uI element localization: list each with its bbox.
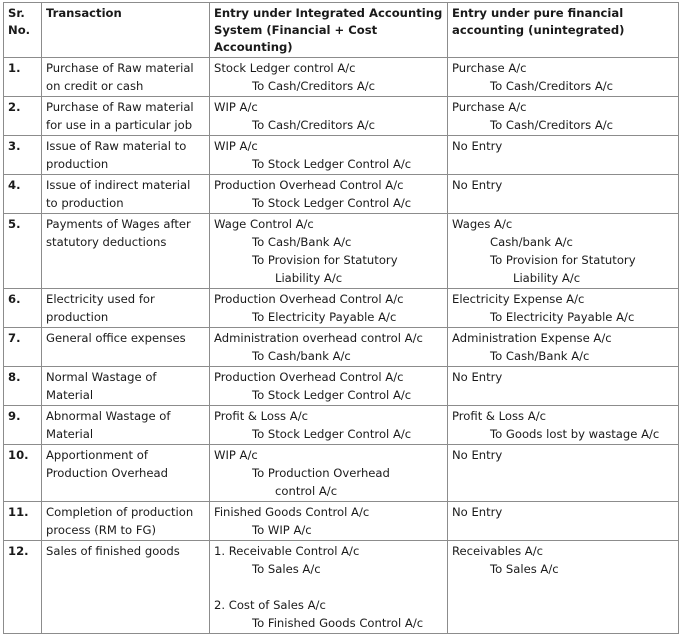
transaction-cell: Abnormal Wastage of Material xyxy=(42,406,210,445)
credit-line: To Stock Ledger Control A/c xyxy=(252,427,412,441)
debit-line: Production Overhead Control A/c xyxy=(214,178,404,192)
sr-no-cell: 11. xyxy=(4,502,42,541)
integrated-entry-cell xyxy=(210,328,448,367)
pure-entry-cell xyxy=(448,136,679,175)
debit-line: WIP A/c xyxy=(214,139,258,153)
integrated-entry-cell xyxy=(210,445,448,502)
no-entry-text: No Entry xyxy=(452,370,503,384)
integrated-entry-cell xyxy=(210,367,448,406)
transaction-cell: Electricity used for production xyxy=(42,289,210,328)
credit-line: To Goods lost by wastage A/c xyxy=(490,427,660,441)
credit-line: To Stock Ledger Control A/c xyxy=(252,196,412,210)
credit-line: To Cash/Bank A/c xyxy=(490,349,590,363)
integrated-entry-cell xyxy=(210,502,448,541)
debit-line: Electricity Expense A/c xyxy=(452,292,585,306)
transaction-cell: Purchase of Raw material for use in a particular job xyxy=(42,97,210,136)
table-row xyxy=(4,214,679,289)
debit-line: Administration Expense A/c xyxy=(452,331,612,345)
credit-line: To Provision for Statutory xyxy=(252,253,398,267)
pure-entry-cell xyxy=(448,58,679,97)
debit-line: Stock Ledger control A/c xyxy=(214,61,356,75)
sr-no-cell: 8. xyxy=(4,367,42,406)
credit-line-continued: control A/c xyxy=(275,484,338,498)
debit-line: Wages A/c xyxy=(452,217,513,231)
transaction-cell: Apportionment of Production Overhead xyxy=(42,445,210,502)
transaction-cell: Purchase of Raw material on credit or cash xyxy=(42,58,210,97)
integrated-entry-cell xyxy=(210,406,448,445)
header-pure-financial-entry: Entry under pure financial accounting (unintegrated) xyxy=(448,3,679,58)
header-integrated-entry: Entry under Integrated Accounting System (Financial + Cost Accounting) xyxy=(210,3,448,58)
debit-line: Wage Control A/c xyxy=(214,217,314,231)
debit-line: Purchase A/c xyxy=(452,61,527,75)
credit-line: To Sales A/c xyxy=(252,562,321,576)
pure-entry-cell xyxy=(448,214,679,289)
integrated-entry-cell xyxy=(210,175,448,214)
debit-line: Profit & Loss A/c xyxy=(214,409,308,423)
journal-entries-table xyxy=(3,2,679,634)
pure-entry-cell xyxy=(448,328,679,367)
debit-line: Profit & Loss A/c xyxy=(452,409,546,423)
header-sr-no: Sr. No. xyxy=(4,3,42,58)
transaction-cell: Sales of finished goods xyxy=(42,541,210,634)
credit-line: Cash/bank A/c xyxy=(490,235,573,249)
pure-entry-cell xyxy=(448,541,679,634)
debit-line: WIP A/c xyxy=(214,448,258,462)
header-transaction: Transaction xyxy=(42,3,210,58)
debit-line: Purchase A/c xyxy=(452,100,527,114)
debit-line: Administration overhead control A/c xyxy=(214,331,423,345)
integrated-entry-cell xyxy=(210,97,448,136)
credit-line: To Production Overhead xyxy=(252,466,390,480)
debit-line: Production Overhead Control A/c xyxy=(214,292,404,306)
debit-line: 1. Receivable Control A/c xyxy=(214,544,360,558)
pure-entry-cell xyxy=(448,175,679,214)
credit-line: To Cash/Creditors A/c xyxy=(252,118,376,132)
table-row xyxy=(4,445,679,502)
sr-no-cell: 10. xyxy=(4,445,42,502)
sr-no-cell: 3. xyxy=(4,136,42,175)
integrated-entry-cell xyxy=(210,541,448,634)
debit-line: Receivables A/c xyxy=(452,544,544,558)
integrated-entry-cell xyxy=(210,136,448,175)
integrated-entry-cell xyxy=(210,289,448,328)
transaction-cell: Normal Wastage of Material xyxy=(42,367,210,406)
table-row xyxy=(4,502,679,541)
no-entry-text: No Entry xyxy=(452,139,503,153)
table-row xyxy=(4,328,679,367)
credit-line: To Electricity Payable A/c xyxy=(252,310,397,324)
integrated-entry-cell xyxy=(210,214,448,289)
credit-line: To Cash/Creditors A/c xyxy=(490,118,614,132)
sr-no-cell: 2. xyxy=(4,97,42,136)
pure-entry-cell xyxy=(448,367,679,406)
credit-line-continued: Liability A/c xyxy=(275,271,343,285)
pure-entry-cell xyxy=(448,97,679,136)
sr-no-cell: 4. xyxy=(4,175,42,214)
credit-line: To Stock Ledger Control A/c xyxy=(252,388,412,402)
credit-line: To Electricity Payable A/c xyxy=(490,310,635,324)
credit-line-continued: Liability A/c xyxy=(513,271,581,285)
credit-line: To Cash/Creditors A/c xyxy=(252,79,376,93)
sr-no-cell: 6. xyxy=(4,289,42,328)
sr-no-cell: 9. xyxy=(4,406,42,445)
table-row xyxy=(4,136,679,175)
debit-line: 2. Cost of Sales A/c xyxy=(214,598,326,612)
integrated-entry-cell xyxy=(210,58,448,97)
table-row xyxy=(4,541,679,634)
table-row xyxy=(4,97,679,136)
no-entry-text: No Entry xyxy=(452,178,503,192)
credit-line: To Stock Ledger Control A/c xyxy=(252,157,412,171)
transaction-cell: Issue of Raw material to production xyxy=(42,136,210,175)
transaction-cell: General office expenses xyxy=(42,328,210,367)
debit-line: Finished Goods Control A/c xyxy=(214,505,370,519)
credit-line: To Provision for Statutory xyxy=(490,253,636,267)
transaction-cell: Payments of Wages after statutory deductions xyxy=(42,214,210,289)
credit-line: To WIP A/c xyxy=(252,523,312,537)
table-row xyxy=(4,406,679,445)
table-row xyxy=(4,175,679,214)
sr-no-cell: 1. xyxy=(4,58,42,97)
pure-entry-cell xyxy=(448,502,679,541)
debit-line: Production Overhead Control A/c xyxy=(214,370,404,384)
no-entry-text: No Entry xyxy=(452,505,503,519)
transaction-cell: Completion of production process (RM to FG) xyxy=(42,502,210,541)
table-header-row xyxy=(4,3,679,58)
debit-line: WIP A/c xyxy=(214,100,258,114)
pure-entry-cell xyxy=(448,406,679,445)
credit-line: To Sales A/c xyxy=(490,562,559,576)
blank-line xyxy=(214,578,443,596)
pure-entry-cell xyxy=(448,445,679,502)
pure-entry-cell xyxy=(448,289,679,328)
sr-no-cell: 5. xyxy=(4,214,42,289)
table-row xyxy=(4,367,679,406)
table-row xyxy=(4,58,679,97)
credit-line: To Cash/Bank A/c xyxy=(252,235,352,249)
credit-line: To Cash/bank A/c xyxy=(252,349,351,363)
journal-entries-table-wrapper xyxy=(3,2,679,634)
sr-no-cell: 12. xyxy=(4,541,42,634)
sr-no-cell: 7. xyxy=(4,328,42,367)
no-entry-text: No Entry xyxy=(452,448,503,462)
credit-line: To Cash/Creditors A/c xyxy=(490,79,614,93)
transaction-cell: Issue of indirect material to production xyxy=(42,175,210,214)
table-row xyxy=(4,289,679,328)
credit-line: To Finished Goods Control A/c xyxy=(252,616,424,630)
